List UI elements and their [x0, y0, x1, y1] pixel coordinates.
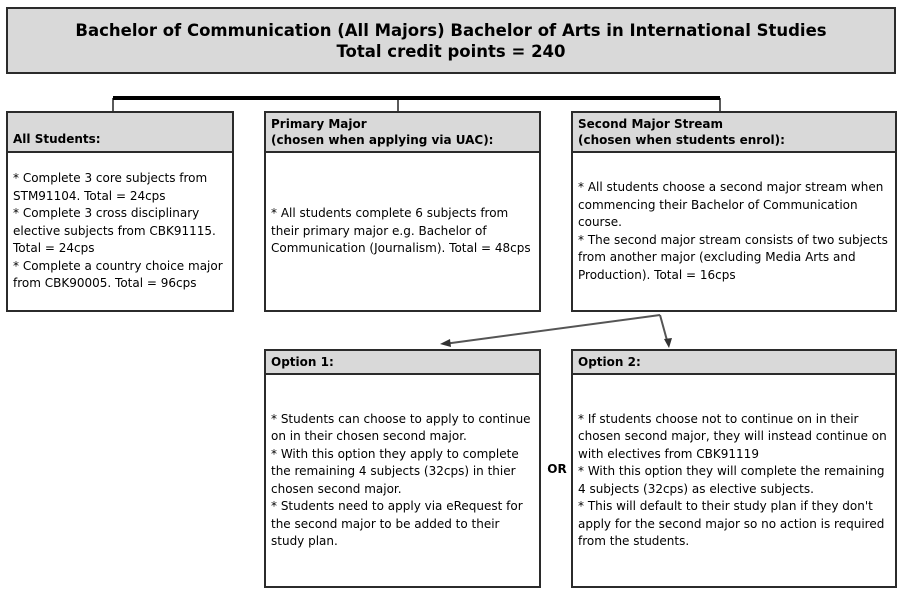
option-2-heading: Option 2:	[573, 351, 895, 375]
second-major-box	[571, 111, 897, 312]
list-item: * If students choose not to continue on in their chosen second major, they will instead continue on with electives from CBK91119	[578, 411, 887, 461]
list-item: * All students choose a second major stream when commencing their Bachelor of Communication course.	[578, 180, 884, 229]
or-label: OR	[547, 462, 567, 476]
list-item: * Students need to apply via eRequest for the second major to be added to their study plan.	[271, 499, 523, 548]
list-item: * Students can choose to apply to continue on in their chosen second major.	[271, 411, 531, 443]
arrow-to-option1	[444, 315, 660, 344]
option-1-heading: Option 1:	[266, 351, 539, 375]
arrowhead-option1	[440, 339, 451, 347]
primary-major-heading: Primary Major (chosen when applying via UAC):	[266, 113, 539, 153]
list-item: * Complete 3 core subjects from STM91104. Total = 24cps	[13, 171, 208, 203]
option-2-body	[573, 375, 895, 586]
primary-major-body	[266, 153, 539, 310]
second-major-body	[573, 153, 895, 310]
all-students-heading: All Students:	[8, 113, 232, 153]
title-line-2: Total credit points = 240	[336, 41, 566, 61]
list-item: * All students complete 6 subjects from their primary major e.g. Bachelor of Communication (Journalism). Total = 48cps	[271, 206, 531, 256]
list-item: * With this option they will complete the remaining 4 subjects (32cps) as elective subjects.	[578, 464, 885, 496]
second-major-heading: Second Major Stream (chosen when students enrol):	[573, 113, 895, 153]
diagram-title	[6, 7, 896, 74]
option-1-box	[264, 349, 541, 588]
arrowhead-option2	[664, 338, 672, 348]
list-item: * Complete a country choice major from CBK90005. Total = 96cps	[13, 258, 223, 291]
list-item: * The second major stream consists of two subjects from another major (excluding Media Arts and Production). Total = 16cps	[578, 232, 888, 282]
primary-major-box	[264, 111, 541, 312]
list-item: * Complete 3 cross disciplinary elective subjects from CBK91115. Total = 24cps	[13, 206, 216, 256]
all-students-body	[8, 153, 232, 310]
all-students-box	[6, 111, 234, 312]
title-line-1: Bachelor of Communication (All Majors) Bachelor of Arts in International Studies	[75, 20, 827, 40]
option-2-box	[571, 349, 897, 588]
list-item: * This will default to their study plan if they don't apply for the second major so no action is required from the students.	[578, 499, 885, 548]
list-item: * With this option they apply to complete the remaining 4 subjects (32cps) in thier chosen second major.	[271, 446, 519, 496]
option-1-body	[266, 375, 539, 586]
